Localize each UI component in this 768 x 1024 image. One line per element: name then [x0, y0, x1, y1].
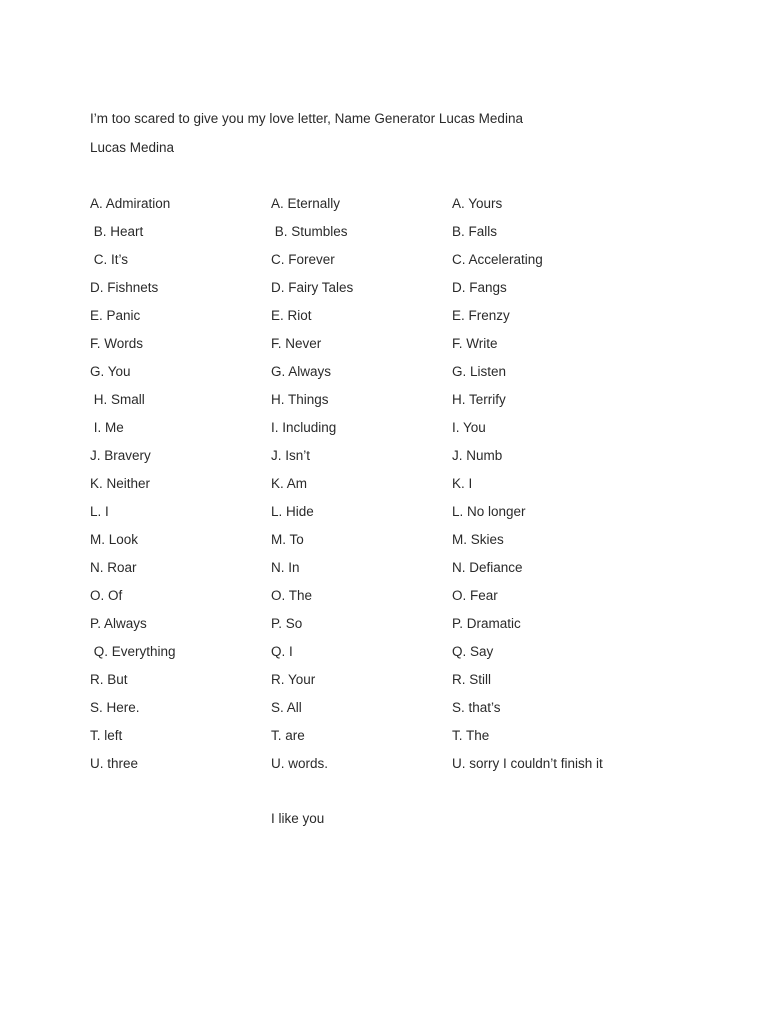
list-item: P. So	[271, 616, 303, 631]
list-item: A. Eternally	[271, 196, 341, 211]
list-item: A. Yours	[452, 196, 503, 211]
list-item: S. Here.	[90, 700, 140, 715]
list-item: R. Still	[452, 672, 492, 687]
list-item: K. Am	[271, 476, 308, 491]
list-item: G. You	[90, 364, 131, 379]
list-item: B. Heart	[90, 224, 144, 239]
list-item: I. Me	[90, 420, 124, 435]
list-item: O. Fear	[452, 588, 498, 603]
list-item: O. The	[271, 588, 313, 603]
list-item: P. Dramatic	[452, 616, 521, 631]
list-item: U. words.	[271, 756, 329, 771]
list-item: J. Isn’t	[271, 448, 311, 463]
list-item: Q. Everything	[90, 644, 176, 659]
list-item: M. Skies	[452, 532, 504, 547]
list-item: S. that’s	[452, 700, 501, 715]
list-item: T. The	[452, 728, 490, 743]
list-item: H. Terrify	[452, 392, 506, 407]
list-item: U. three	[90, 756, 139, 771]
column-third-words	[452, 196, 712, 784]
list-item: Q. Say	[452, 644, 494, 659]
list-item: N. Defiance	[452, 560, 523, 575]
list-item: H. Things	[271, 392, 329, 407]
list-item: M. To	[271, 532, 304, 547]
list-item: B. Falls	[452, 224, 498, 239]
list-item: A. Admiration	[90, 196, 171, 211]
list-item: G. Always	[271, 364, 332, 379]
column-first-words	[90, 196, 270, 784]
list-item: F. Never	[271, 336, 322, 351]
list-item: K. I	[452, 476, 473, 491]
list-item: D. Fangs	[452, 280, 507, 295]
document-author: Lucas Medina	[90, 140, 175, 155]
list-item: S. All	[271, 700, 302, 715]
list-item: N. Roar	[90, 560, 137, 575]
list-item: D. Fairy Tales	[271, 280, 354, 295]
list-item: F. Write	[452, 336, 498, 351]
column-second-words	[271, 196, 451, 784]
list-item: U. sorry I couldn’t finish it	[452, 756, 603, 771]
list-item: L. No longer	[452, 504, 526, 519]
list-item: C. Accelerating	[452, 252, 543, 267]
list-item: P. Always	[90, 616, 147, 631]
list-item: I. You	[452, 420, 486, 435]
list-item: L. I	[90, 504, 109, 519]
list-item: N. In	[271, 560, 300, 575]
list-item: R. But	[90, 672, 128, 687]
list-item: C. Forever	[271, 252, 335, 267]
list-item: J. Bravery	[90, 448, 151, 463]
list-item: C. It’s	[90, 252, 129, 267]
list-item: T. left	[90, 728, 123, 743]
list-item: D. Fishnets	[90, 280, 159, 295]
list-item: E. Riot	[271, 308, 312, 323]
list-item: G. Listen	[452, 364, 507, 379]
list-item: E. Panic	[90, 308, 141, 323]
list-item: K. Neither	[90, 476, 151, 491]
list-item: B. Stumbles	[271, 224, 348, 239]
list-item: J. Numb	[452, 448, 503, 463]
list-item: Q. I	[271, 644, 293, 659]
closing-line: I like you	[271, 811, 325, 826]
list-item: O. Of	[90, 588, 123, 603]
list-item: H. Small	[90, 392, 145, 407]
document-title: I’m too scared to give you my love letter, Name Generator Lucas Medina	[90, 111, 523, 126]
list-item: L. Hide	[271, 504, 314, 519]
list-item: F. Words	[90, 336, 144, 351]
list-item: I. Including	[271, 420, 337, 435]
list-item: T. are	[271, 728, 305, 743]
list-item: R. Your	[271, 672, 316, 687]
list-item: M. Look	[90, 532, 139, 547]
list-item: E. Frenzy	[452, 308, 510, 323]
